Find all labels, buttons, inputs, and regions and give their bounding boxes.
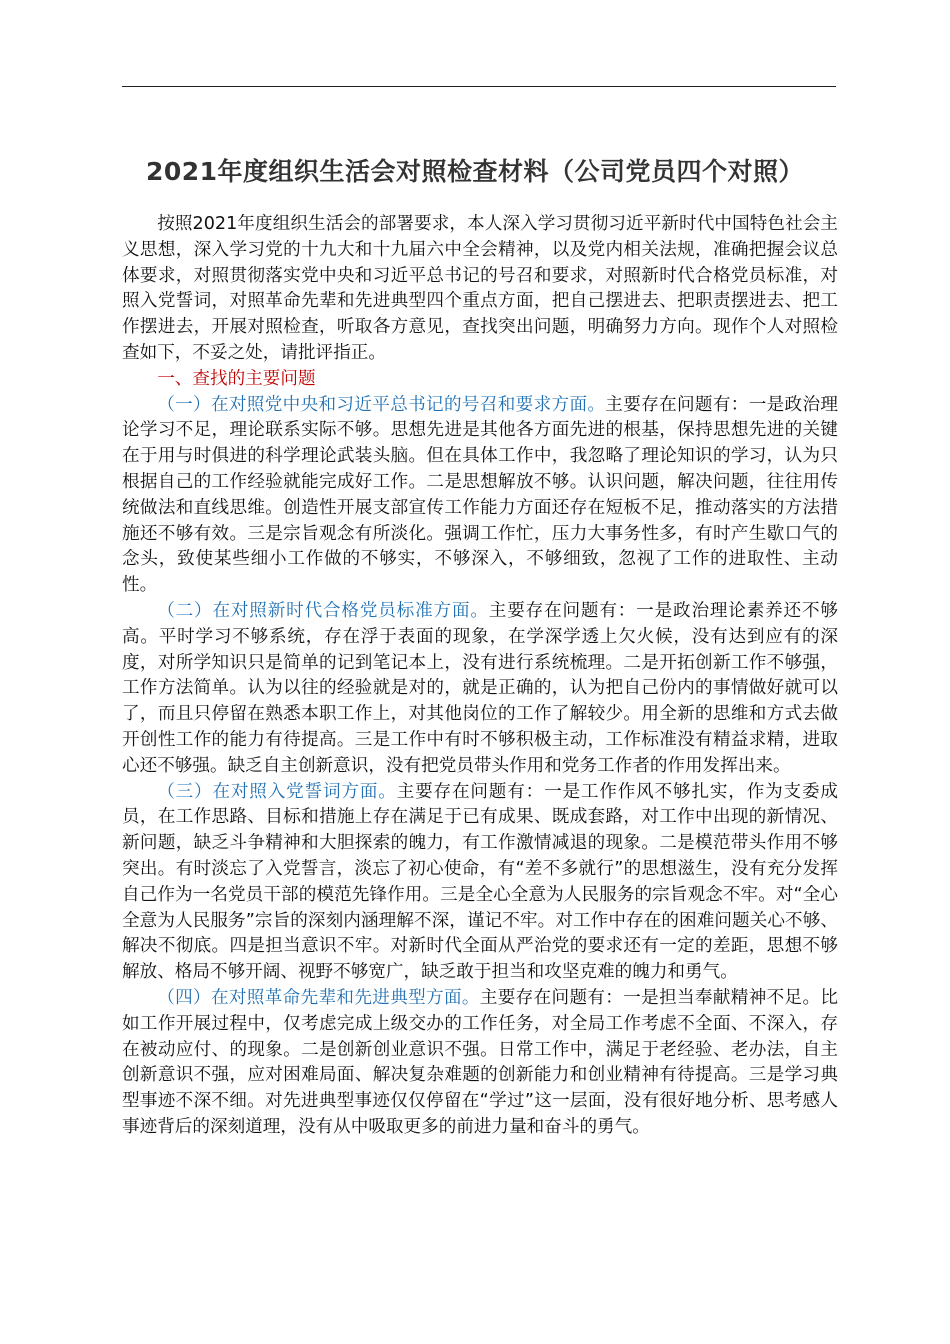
subsection-heading-1: （一）在对照党中央和习近平总书记的号召和要求方面。 (157, 394, 606, 415)
section-paragraph-4 (122, 986, 838, 1141)
subsection-heading-3: （三）在对照入党誓词方面。 (157, 781, 397, 802)
document-body (122, 212, 838, 1141)
subsection-text-2: 主要存在问题有：一是政治理论素养还不够高。平时学习不够系统，存在浮于表面的现象，在学深学透上欠火候，没有达到应有的深度，对所学知识只是简单的记到笔记本上，没有进行系统梳理。二是开拓创新工作不够强，工作方法简单。认为以往的经验就是对的，就是正确的，认为把自己份内的事情做好就可以了，而且只停留在熟悉本职工作上，对其他岗位的工作了解较少。用全新的思维和方式去做开创性工作的能力有待提高。三是工作中有时不够积极主动，工作标准没有精益求精，进取心还不够强。缺乏自主创新意识，没有把党员带头作用和党务工作者的作用发挥出来。 (122, 600, 838, 776)
subsection-heading-2: （二）在对照新时代合格党员标准方面。 (157, 600, 489, 621)
section-paragraph-2 (122, 599, 838, 780)
subsection-text-4: 主要存在问题有：一是担当奉献精神不足。比如工作开展过程中，仅考虑完成上级交办的工作任务，对全局工作考虑不全面、不深入，存在被动应付、的现象。二是创新创业意识不强。日常工作中，满足于老经验、老办法，自主创新意识不强，应对困难局面、解决复杂难题的创新能力和创业精神有待提高。三是学习典型事迹不深不细。对先进典型事迹仅仅停留在“学过”这一层面，没有很好地分析、思考感人事迹背后的深刻道理，没有从中吸取更多的前进力量和奋斗的勇气。 (122, 987, 838, 1137)
subsection-text-1: 主要存在问题有：一是政治理论学习不足，理论联系实际不够。思想先进是其他各方面先进的根基，保持思想先进的关键在于用与时俱进的科学理论武装头脑。但在具体工作中，我忽略了理论知识的学习，认为只根据自己的工作经验就能完成好工作。二是思想解放不够。认识问题，解决问题，往往用传统做法和直线思维。创造性开展支部宣传工作能力方面还存在短板不足，推动落实的方法措施还不够有效。三是宗旨观念有所淡化。强调工作忙，压力大事务性多，有时产生歇口气的念头，致使某些细小工作做的不够实，不够深入，不够细致，忽视了工作的进取性、主动性。 (122, 394, 838, 596)
subsection-heading-4: （四）在对照革命先辈和先进典型方面。 (157, 987, 480, 1008)
intro-paragraph: 按照2021年度组织生活会的部署要求，本人深入学习贯彻习近平新时代中国特色社会主义思想，深入学习党的十九大和十九届六中全会精神，以及党内相关法规，准确把握会议总体要求，对照贯彻落实党中央和习近平总书记的号召和要求，对照新时代合格党员标准，对照入党誓词，对照革命先辈和先进典型四个重点方面，把自己摆进去、把职责摆进去、把工作摆进去，开展对照检查，听取各方意见，查找突出问题，明确努力方向。现作个人对照检查如下，不妥之处，请批评指正。 (122, 214, 838, 363)
section-paragraph-1 (122, 393, 838, 599)
section-heading: 一、查找的主要问题 (157, 368, 316, 389)
section-paragraph-3 (122, 780, 838, 986)
document-title: 2021年度组织生活会对照检查材料（公司党员四个对照） (145, 157, 805, 186)
subsection-text-3: 主要存在问题有：一是工作作风不够扎实，作为支委成员，在工作思路、目标和措施上存在满足于已有成果、既成套路，对工作中出现的新情况、新问题，缺乏斗争精神和大胆探索的魄力，有工作激情减退的现象。二是模范带头作用不够突出。有时淡忘了入党誓言，淡忘了初心使命，有“差不多就行”的思想滋生，没有充分发挥自己作为一名党员干部的模范先锋作用。三是全心全意为人民服务的宗旨观念不牢。对“全心全意为人民服务”宗旨的深刻内涵理解不深，谨记不牢。对工作中存在的困难问题关心不够、解决不彻底。四是担当意识不牢。对新时代全面从严治党的要求还有一定的差距，思想不够解放、格局不够开阔、视野不够宽广，缺乏敢于担当和攻坚克难的魄力和勇气。 (122, 781, 838, 983)
top-rule (122, 86, 836, 87)
